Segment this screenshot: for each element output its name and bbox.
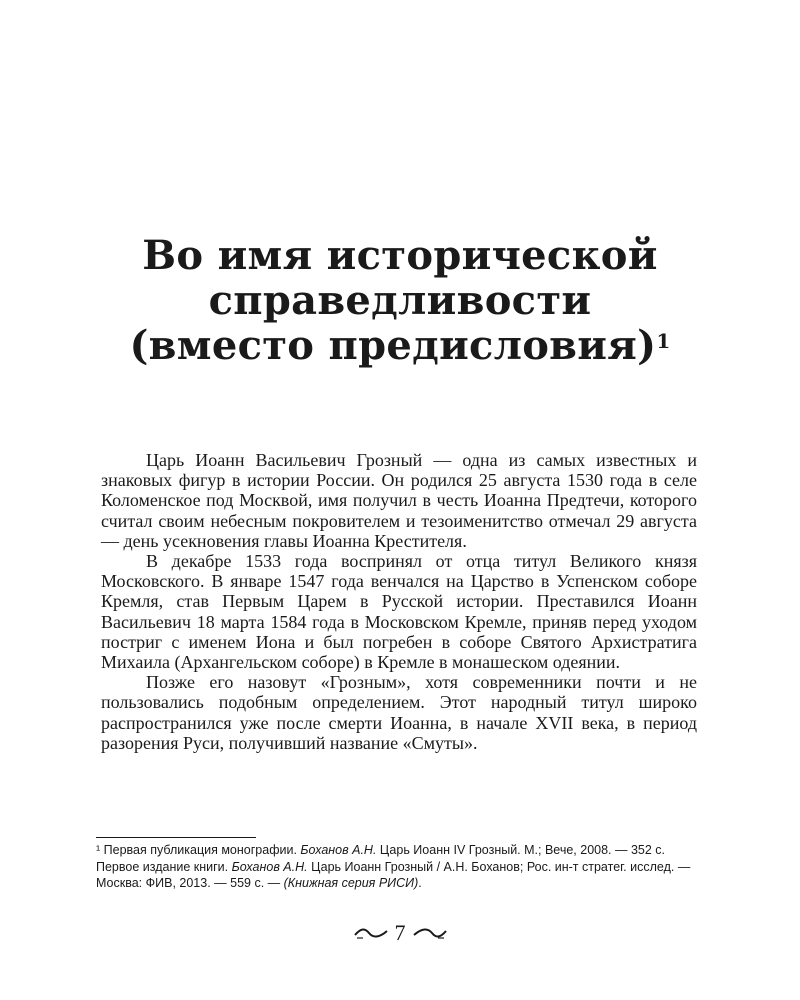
footnote-2-text: Первое издание книги.	[96, 859, 232, 874]
footnote-1-rest: Царь Иоанн IV Грозный. М.; Вече, 2008. — 352 с.	[376, 843, 666, 857]
page-number-block	[0, 920, 800, 946]
title-line-2: справедливости	[208, 277, 592, 324]
right-ornament-icon	[412, 920, 448, 946]
footnote-1-mark: ¹	[96, 843, 101, 857]
footnote-divider	[96, 837, 256, 838]
footnote-2-series: (Книжная серия РИСИ)	[283, 876, 419, 890]
paragraph-1: Царь Иоанн Васильевич Грозный — одна из самых известных и знаковых фигур в истории России. Он родился 25 августа 1530 года в селе Коломенское под Москвой, имя получил в честь Иоанна Предтечи, которого считал своим небесным покровителем и тезоименитство отмечал 29 августа — день усекновения главы Иоанна Крестителя.	[101, 450, 697, 551]
body-text	[101, 450, 697, 753]
left-ornament-icon	[353, 920, 389, 946]
page-number: 7	[394, 920, 406, 945]
footnote-1	[96, 842, 706, 859]
footnote-2	[96, 859, 706, 892]
title-line-3	[0, 323, 800, 368]
title-line-1: Во имя исторической	[142, 232, 658, 279]
footnote-2-author: Боханов А.Н.	[231, 859, 308, 874]
footnote-1-text: Первая публикация монографии.	[100, 843, 301, 857]
footnote-2-end: .	[418, 876, 422, 890]
chapter-title	[0, 233, 800, 368]
paragraph-3: Позже его назовут «Грозным», хотя современники почти и не пользовались подобным определением. Этот народный титул широко распространился уже после смерти Иоанна, в начале XVII века, в период разорения Руси, получивший название «Смуты».	[101, 672, 697, 753]
footnote-2-rest: Царь Иоанн Грозный / А.Н. Боханов; Рос. ин-т стратег. исслед. — Москва: ФИВ, 2013. — 559 с. —	[96, 859, 691, 890]
paragraph-2: В декабре 1533 года воспринял от отца титул Великого князя Московского. В январе 1547 года венчался на Царство в Успенском соборе Кремля, став Первым Царем в Русской истории. Преставился Иоанн Васильевич 18 марта 1584 года в Московском Кремле, приняв перед уходом постриг с именем Иона и был погребен в соборе Святого Архистратига Михаила (Архангельском соборе) в Кремле в монашеском одеянии.	[101, 551, 697, 673]
title-line-3-text: (вместо предисловия)	[129, 322, 657, 369]
footnotes	[96, 842, 706, 892]
title-footnote-mark: 1	[656, 329, 671, 353]
footnote-1-author: Боханов А.Н.	[300, 843, 377, 857]
